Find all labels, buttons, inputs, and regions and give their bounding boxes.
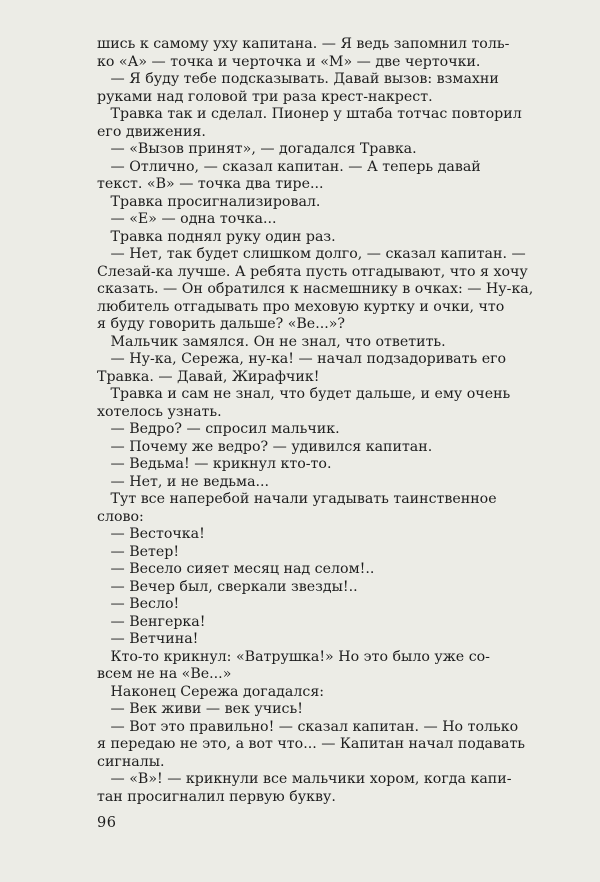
text-line: руками над головой три раза крест-накрест. xyxy=(97,88,433,105)
text-line: — Ведро? — спросил мальчик. xyxy=(97,421,340,437)
text-line: текст. «В» — точка два тире... xyxy=(97,176,324,192)
text-line: Травка так и сделал. Пионер у штаба тотчас повторил xyxy=(97,106,522,122)
text-line: ко «А» — точка и черточка и «М» — две черточки. xyxy=(97,53,481,70)
text-line: сигналы. xyxy=(97,753,165,770)
text-line: Наконец Сережа догадался: xyxy=(97,683,325,700)
text-line: — Век живи — век учись! xyxy=(97,701,303,717)
text-line: — «В»! — крикнули все мальчики хором, когда капи- xyxy=(97,771,512,787)
text-line: — Отлично, — сказал капитан. — А теперь давай xyxy=(97,158,481,175)
text-line: Мальчик замялся. Он не знал, что ответить. xyxy=(97,333,446,350)
text-line: я передаю не это, а вот что... — Капитан начал подавать xyxy=(97,736,526,752)
text-line: — Нет, так будет слишком долго, — сказал капитан. — xyxy=(97,246,526,262)
text-line: всем не на «Ве...» xyxy=(97,666,232,682)
text-line: — Нет, и не ведьма... xyxy=(97,473,270,490)
text-line: любитель отгадывать про меховую куртку и очки, что xyxy=(97,298,505,315)
text-line: — Ну-ка, Сережа, ну-ка! — начал подзадоривать его xyxy=(97,351,507,367)
text-line: сказать. — Он обратился к насмешнику в очках: — Ну-ка, xyxy=(97,281,534,297)
text-line: Слезай-ка лучше. А ребята пусть отгадывают, что я хочу xyxy=(97,263,528,280)
text-line: — Весло! xyxy=(97,596,180,612)
text-line: Кто-то крикнул: «Ватрушка!» Но это было уже со- xyxy=(97,648,490,665)
text-line: — Весело сияет месяц над селом!.. xyxy=(97,561,375,577)
text-line: я буду говорить дальше? «Ве...»? xyxy=(97,316,346,332)
text-line: тан просигналил первую букву. xyxy=(97,788,336,805)
text-line: — Ветер! xyxy=(97,543,180,560)
text-line: Тут все наперебой начали угадывать таинственное xyxy=(97,491,497,507)
text-line: — Венгерка! xyxy=(97,613,206,630)
page-number: 96 xyxy=(97,815,117,831)
text-line: Травка поднял руку один раз. xyxy=(97,228,336,245)
text-line: — Весточка! xyxy=(97,526,205,542)
text-line: Травка просигнализировал. xyxy=(97,193,321,210)
text-line: — Ветчина! xyxy=(97,631,199,647)
text-line: Травка. — Давай, Жирафчик! xyxy=(97,368,320,385)
text-line: Травка и сам не знал, что будет дальше, и ему очень xyxy=(97,386,511,402)
text-line: — Я буду тебе подсказывать. Давай вызов: взмахни xyxy=(97,71,499,87)
text-line: — Ведьма! — крикнул кто-то. xyxy=(97,456,332,472)
text-line: слово: xyxy=(97,508,144,525)
body-text xyxy=(97,36,583,806)
text-line: шись к самому уху капитана. — Я ведь запомнил толь- xyxy=(97,36,510,52)
text-line: хотелось узнать. xyxy=(97,403,222,420)
text-line: — Вечер был, сверкали звезды!.. xyxy=(97,578,358,595)
text-line: его движения. xyxy=(97,123,206,140)
text-line: — «Вызов принят», — догадался Травка. xyxy=(97,141,417,157)
text-line: — Почему же ведро? — удивился капитан. xyxy=(97,438,433,455)
text-line: — Вот это правильно! — сказал капитан. — Но только xyxy=(97,718,519,735)
text-line: — «Е» — одна точка... xyxy=(97,211,277,227)
